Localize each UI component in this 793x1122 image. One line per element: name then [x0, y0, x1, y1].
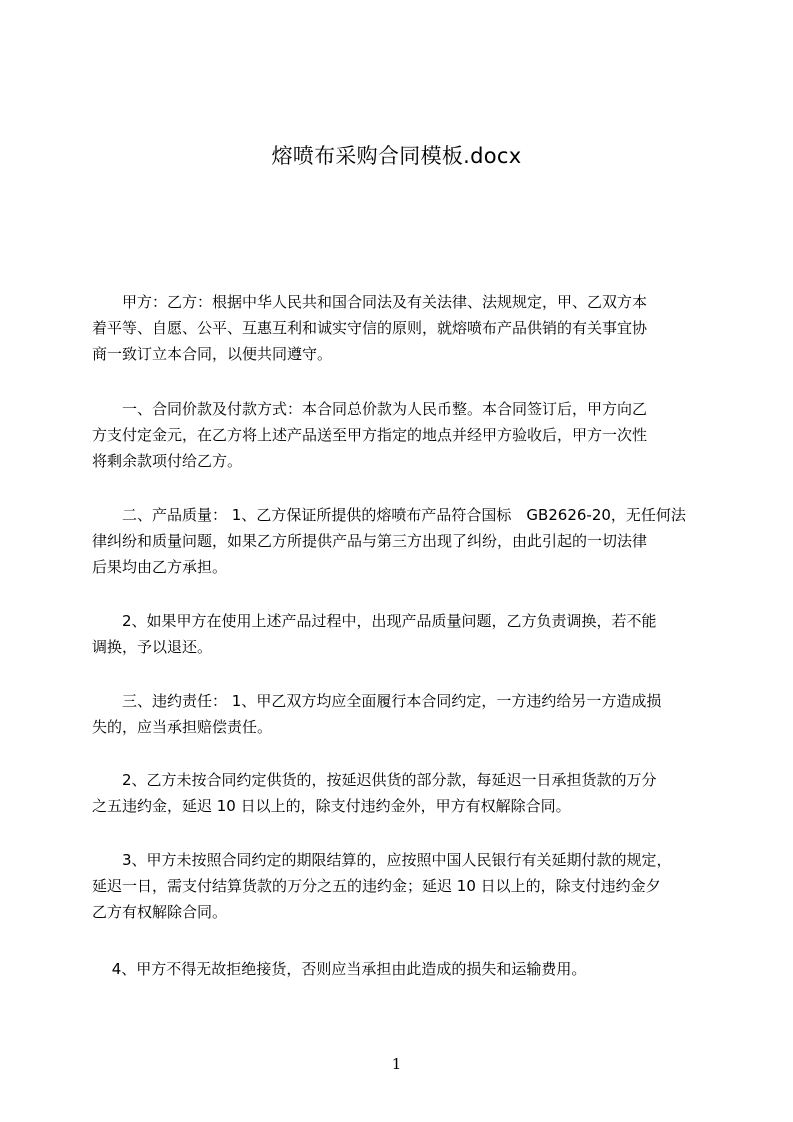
paragraph-line: 4、甲方不得无故拒绝接货，否则应当承担由此造成的损失和运输费用。: [92, 960, 587, 978]
paragraph-breach-liability: [92, 688, 716, 740]
page-number: 1: [391, 1055, 402, 1073]
paragraph-line: 失的，应当承担赔偿责任。: [92, 718, 273, 736]
document-title: 熔喷布采购合同模板.docx: [271, 144, 522, 168]
paragraph-product-quality: [92, 502, 716, 580]
paragraph-late-settlement: [92, 847, 716, 925]
paragraph-line: 律纠纷和质量问题，如果乙方所提供产品与第三方出现了纠纷，由此引起的一切法律: [92, 532, 648, 550]
paragraph-line: 二、产品质量： 1、乙方保证所提供的熔喷布产品符合国标 GB2626-20，无任何法: [92, 506, 686, 524]
paragraph-line: 商一致订立本合同，以便共同遵守。: [92, 345, 333, 363]
paragraph-line: 三、违约责任： 1、甲乙双方均应全面履行本合同约定，一方违约给另一方造成损: [92, 692, 662, 710]
paragraph-line: 甲方：乙方：根据中华人民共和国合同法及有关法律、法规规定，甲、乙双方本: [92, 293, 648, 311]
paragraph-line: 延迟一日，需支付结算货款的万分之五的违约金；延迟 10 日以上的，除支付违约金夕: [92, 877, 661, 895]
paragraph-late-delivery: [92, 767, 716, 819]
paragraph-line: 调换，予以退还。: [92, 638, 213, 656]
paragraph-quality-exchange: [92, 608, 716, 660]
paragraph-line: 2、如果甲方在使用上述产品过程中，出现产品质量问题，乙方负责调换，若不能: [92, 612, 657, 630]
paragraph-preamble: [92, 289, 716, 367]
paragraph-line: 方支付定金元，在乙方将上述产品送至甲方指定的地点并经甲方验收后，甲方一次性: [92, 426, 648, 444]
paragraph-line: 着平等、自愿、公平、互惠互利和诚实守信的原则，就熔喷布产品供销的有关事宜协: [92, 319, 648, 337]
paragraph-line: 之五违约金，延迟 10 日以上的，除支付违约金外，甲方有权解除合同。: [92, 797, 571, 815]
paragraph-line: 将剩余款项付给乙方。: [92, 452, 243, 470]
paragraph-line: 3、甲方未按照合同约定的期限结算的，应按照中国人民银行有关延期付款的规定，: [92, 851, 672, 869]
paragraph-line: 2、乙方未按合同约定供货的，按延迟供货的部分款，每延迟一日承担货款的万分: [92, 771, 657, 789]
paragraph-line: 乙方有权解除合同。: [92, 903, 228, 921]
paragraph-refuse-delivery: [92, 956, 716, 982]
paragraph-line: 一、合同价款及付款方式：本合同总价款为人民币整。本合同签订后，甲方向乙: [92, 400, 648, 418]
paragraph-price-payment: [92, 396, 716, 474]
paragraph-line: 后果均由乙方承担。: [92, 558, 228, 576]
